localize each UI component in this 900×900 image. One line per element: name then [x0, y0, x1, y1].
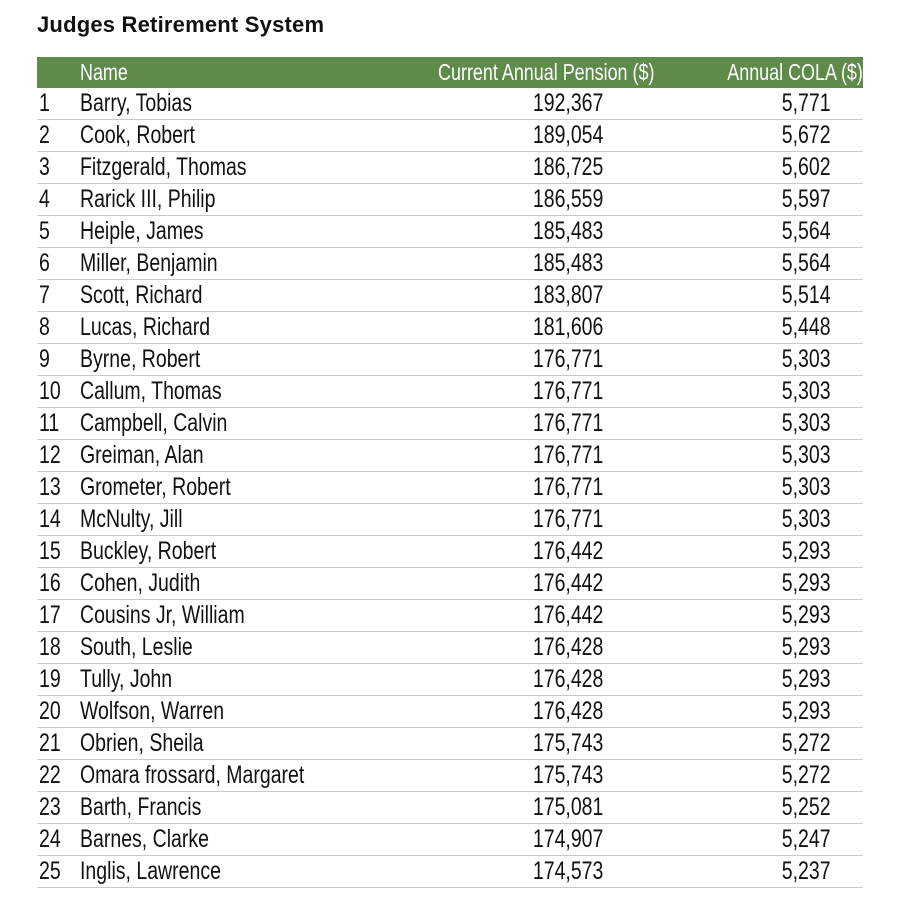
row-name: Scott, Richard [80, 281, 203, 309]
row-current-annual-pension: 185,483 [532, 249, 603, 277]
header-name: Name [80, 59, 128, 85]
row-name: Byrne, Robert [80, 345, 201, 373]
row-annual-cola: 5,303 [782, 505, 831, 533]
row-current-annual-pension: 176,442 [532, 601, 603, 629]
row-annual-cola: 5,237 [782, 857, 831, 885]
row-annual-cola: 5,293 [782, 601, 831, 629]
header-rank [39, 57, 75, 88]
table-row [37, 408, 863, 440]
table-row [37, 216, 863, 248]
row-name: Heiple, James [80, 217, 204, 245]
table-row [37, 280, 863, 312]
row-annual-cola: 5,672 [782, 121, 831, 149]
row-name: McNulty, Jill [80, 505, 183, 533]
row-current-annual-pension: 176,771 [532, 409, 603, 437]
row-annual-cola: 5,564 [782, 217, 831, 245]
row-annual-cola: 5,293 [782, 569, 831, 597]
row-current-annual-pension: 176,442 [532, 569, 603, 597]
table-row [37, 120, 863, 152]
row-name: Wolfson, Warren [80, 697, 225, 725]
table-row [37, 504, 863, 536]
row-annual-cola: 5,293 [782, 633, 831, 661]
row-rank: 3 [39, 153, 50, 181]
row-rank: 15 [39, 537, 61, 565]
table-row [37, 344, 863, 376]
row-current-annual-pension: 176,771 [532, 345, 603, 373]
table-row [37, 792, 863, 824]
row-name: Rarick III, Philip [80, 185, 216, 213]
row-rank: 16 [39, 569, 61, 597]
row-name: Miller, Benjamin [80, 249, 218, 277]
table-row [37, 856, 863, 888]
row-rank: 19 [39, 665, 61, 693]
table-row [37, 152, 863, 184]
row-rank: 21 [39, 729, 61, 757]
row-current-annual-pension: 176,428 [532, 665, 603, 693]
table-row [37, 376, 863, 408]
row-rank: 25 [39, 857, 61, 885]
row-name: Obrien, Sheila [80, 729, 204, 757]
table-row [37, 632, 863, 664]
row-annual-cola: 5,247 [782, 825, 831, 853]
row-rank: 7 [39, 281, 50, 309]
header-annual-cola: Annual COLA ($) [727, 59, 863, 85]
table-row [37, 728, 863, 760]
row-annual-cola: 5,303 [782, 409, 831, 437]
row-current-annual-pension: 176,771 [532, 505, 603, 533]
row-current-annual-pension: 174,907 [532, 825, 603, 853]
row-rank: 6 [39, 249, 50, 277]
row-name: Barth, Francis [80, 793, 202, 821]
row-current-annual-pension: 192,367 [532, 89, 603, 117]
row-name: Cousins Jr, William [80, 601, 245, 629]
table-row [37, 440, 863, 472]
row-current-annual-pension: 185,483 [532, 217, 603, 245]
row-name: Inglis, Lawrence [80, 857, 221, 885]
row-name: Grometer, Robert [80, 473, 231, 501]
row-current-annual-pension: 186,559 [532, 185, 603, 213]
row-annual-cola: 5,303 [782, 377, 831, 405]
row-rank: 10 [39, 377, 61, 405]
row-annual-cola: 5,272 [782, 729, 831, 757]
row-annual-cola: 5,293 [782, 665, 831, 693]
row-current-annual-pension: 175,743 [532, 761, 603, 789]
row-name: Lucas, Richard [80, 313, 211, 341]
row-annual-cola: 5,303 [782, 441, 831, 469]
header-current-annual-pension: Current Annual Pension ($) [438, 59, 655, 85]
row-rank: 11 [39, 409, 60, 437]
table-row [37, 312, 863, 344]
row-annual-cola: 5,514 [782, 281, 831, 309]
row-name: Omara frossard, Margaret [80, 761, 305, 789]
row-annual-cola: 5,303 [782, 473, 831, 501]
row-rank: 1 [39, 89, 50, 117]
table-header [37, 57, 863, 88]
page-title: Judges Retirement System [37, 12, 325, 37]
row-name: Callum, Thomas [80, 377, 222, 405]
row-rank: 23 [39, 793, 61, 821]
row-name: Fitzgerald, Thomas [80, 153, 247, 181]
row-name: Cohen, Judith [80, 569, 201, 597]
row-rank: 17 [39, 601, 61, 629]
row-rank: 14 [39, 505, 61, 533]
table-row [37, 88, 863, 120]
table-body [37, 88, 863, 888]
row-name: Barry, Tobias [80, 89, 193, 117]
row-annual-cola: 5,252 [782, 793, 831, 821]
row-current-annual-pension: 189,054 [532, 121, 603, 149]
row-current-annual-pension: 176,771 [532, 473, 603, 501]
row-annual-cola: 5,448 [782, 313, 831, 341]
row-rank: 20 [39, 697, 61, 725]
row-name: South, Leslie [80, 633, 193, 661]
row-name: Barnes, Clarke [80, 825, 209, 853]
row-annual-cola: 5,771 [782, 89, 831, 117]
row-rank: 24 [39, 825, 61, 853]
row-current-annual-pension: 176,771 [532, 441, 603, 469]
table-row [37, 568, 863, 600]
row-rank: 8 [39, 313, 50, 341]
row-annual-cola: 5,564 [782, 249, 831, 277]
row-current-annual-pension: 176,428 [532, 697, 603, 725]
row-annual-cola: 5,597 [782, 185, 831, 213]
row-current-annual-pension: 183,807 [532, 281, 603, 309]
row-name: Greiman, Alan [80, 441, 204, 469]
row-name: Cook, Robert [80, 121, 195, 149]
table-row [37, 536, 863, 568]
row-rank: 5 [39, 217, 50, 245]
row-current-annual-pension: 176,771 [532, 377, 603, 405]
row-rank: 13 [39, 473, 61, 501]
row-name: Buckley, Robert [80, 537, 217, 565]
table-row [37, 664, 863, 696]
row-name: Campbell, Calvin [80, 409, 228, 437]
table-row [37, 184, 863, 216]
row-rank: 2 [39, 121, 50, 149]
table-row [37, 600, 863, 632]
row-rank: 9 [39, 345, 50, 373]
row-annual-cola: 5,303 [782, 345, 831, 373]
row-current-annual-pension: 176,442 [532, 537, 603, 565]
pension-table [37, 57, 863, 888]
row-annual-cola: 5,602 [782, 153, 831, 181]
row-annual-cola: 5,272 [782, 761, 831, 789]
row-rank: 22 [39, 761, 61, 789]
row-current-annual-pension: 175,081 [532, 793, 603, 821]
row-current-annual-pension: 174,573 [532, 857, 603, 885]
row-rank: 12 [39, 441, 61, 469]
table-row [37, 696, 863, 728]
row-rank: 4 [39, 185, 50, 213]
row-current-annual-pension: 181,606 [532, 313, 603, 341]
row-name: Tully, John [80, 665, 173, 693]
row-current-annual-pension: 186,725 [532, 153, 603, 181]
row-annual-cola: 5,293 [782, 697, 831, 725]
table-row [37, 472, 863, 504]
table-row [37, 824, 863, 856]
row-current-annual-pension: 175,743 [532, 729, 603, 757]
row-current-annual-pension: 176,428 [532, 633, 603, 661]
table-row [37, 760, 863, 792]
table-row [37, 248, 863, 280]
row-annual-cola: 5,293 [782, 537, 831, 565]
row-rank: 18 [39, 633, 61, 661]
